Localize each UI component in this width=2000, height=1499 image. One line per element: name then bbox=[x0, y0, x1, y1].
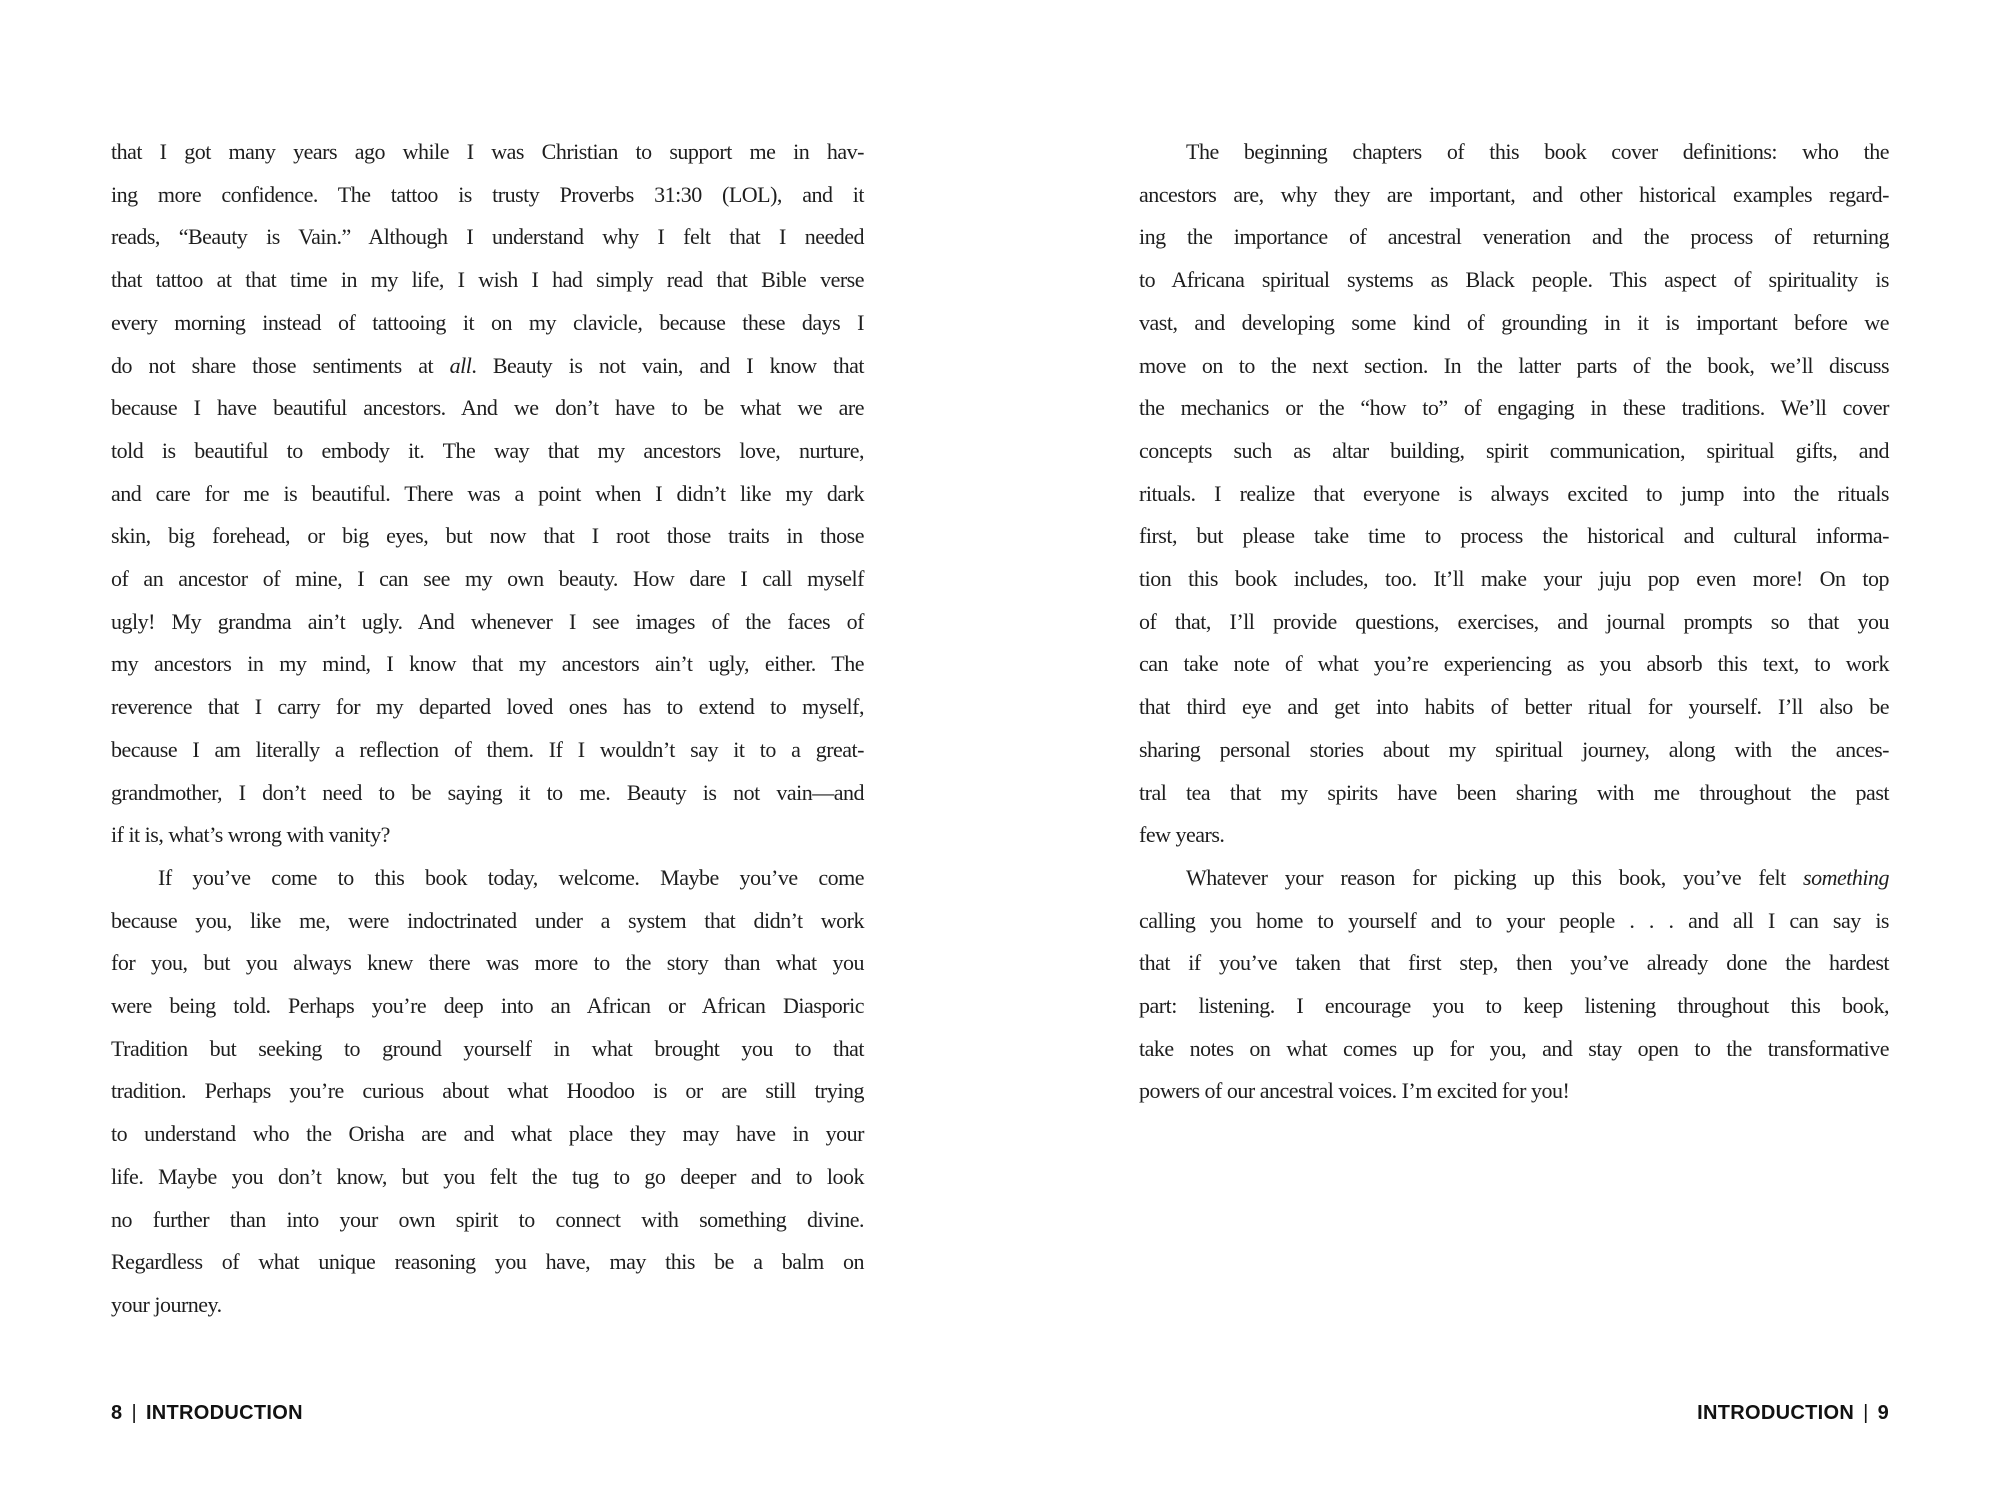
text-line: because I am literally a reflection of them. If I wouldn’t say it to a great- bbox=[111, 736, 864, 762]
page-left-footer bbox=[111, 1402, 303, 1425]
text-line: reverence that I carry for my departed loved ones has to extend to myself, bbox=[111, 694, 864, 720]
text-line: sharing personal stories about my spiritual journey, along with the ances- bbox=[1139, 736, 1889, 762]
text-line: that if you’ve taken that first step, then you’ve already done the hardest bbox=[1139, 950, 1889, 976]
footer-separator: | bbox=[1863, 1402, 1869, 1424]
text-line: ugly! My grandma ain’t ugly. And whenever I see images of the faces of bbox=[111, 608, 864, 634]
text-line: because I have beautiful ancestors. And we don’t have to be what we are bbox=[111, 395, 864, 421]
text-line: ing the importance of ancestral veneration and the process of returning bbox=[1139, 224, 1889, 250]
text-line: powers of our ancestral voices. I’m excited for you! bbox=[1139, 1078, 1570, 1104]
text-line: if it is, what’s wrong with vanity? bbox=[111, 822, 390, 848]
text-line: few years. bbox=[1139, 822, 1225, 848]
text-line: that I got many years ago while I was Christian to support me in hav- bbox=[111, 139, 864, 164]
section-label: INTRODUCTION bbox=[1697, 1402, 1855, 1424]
text-line: for you, but you always knew there was more to the story than what you bbox=[111, 950, 864, 976]
text-line: ancestors are, why they are important, and other historical examples regard- bbox=[1139, 181, 1889, 207]
text-line: the mechanics or the “how to” of engaging in these traditions. We’ll cover bbox=[1139, 395, 1889, 421]
text-line: rituals. I realize that everyone is always excited to jump into the rituals bbox=[1139, 480, 1889, 506]
text-line: Whatever your reason for picking up this book, you’ve felt something bbox=[1186, 864, 1889, 890]
text-line: were being told. Perhaps you’re deep into an African or African Diasporic bbox=[111, 993, 864, 1019]
footer-separator: | bbox=[131, 1402, 137, 1424]
text-line: tral tea that my spirits have been sharing with me throughout the past bbox=[1139, 779, 1889, 805]
page-right-footer bbox=[1697, 1402, 1889, 1425]
text-line: life. Maybe you don’t know, but you felt the tug to go deeper and to look bbox=[111, 1163, 864, 1189]
text-line: to Africana spiritual systems as Black people. This aspect of spirituality is bbox=[1139, 267, 1889, 293]
text-line: Tradition but seeking to ground yourself in what brought you to that bbox=[111, 1035, 864, 1061]
text-line: grandmother, I don’t need to be saying it to me. Beauty is not vain—and bbox=[111, 779, 864, 805]
text-line: and care for me is beautiful. There was a point when I didn’t like my dark bbox=[111, 480, 864, 506]
text-line: ing more confidence. The tattoo is trusty Proverbs 31:30 (LOL), and it bbox=[111, 181, 864, 207]
text-line: do not share those sentiments at all. Beauty is not vain, and I know that bbox=[111, 352, 864, 378]
text-line: move on to the next section. In the latter parts of the book, we’ll discuss bbox=[1139, 352, 1889, 378]
text-line: vast, and developing some kind of grounding in it is important before we bbox=[1139, 309, 1889, 335]
page-right-body-text bbox=[1139, 131, 1889, 1113]
text-line: skin, big forehead, or big eyes, but now that I root those traits in those bbox=[111, 523, 864, 549]
text-line: that tattoo at that time in my life, I wish I had simply read that Bible verse bbox=[111, 267, 864, 293]
text-line: of an ancestor of mine, I can see my own beauty. How dare I call myself bbox=[111, 566, 864, 592]
text-line: to understand who the Orisha are and what place they may have in your bbox=[111, 1121, 864, 1147]
text-line: tradition. Perhaps you’re curious about what Hoodoo is or are still trying bbox=[111, 1078, 864, 1104]
text-line: take notes on what comes up for you, and stay open to the transformative bbox=[1139, 1035, 1889, 1061]
text-line: concepts such as altar building, spirit communication, spiritual gifts, and bbox=[1139, 437, 1889, 463]
text-line: because you, like me, were indoctrinated under a system that didn’t work bbox=[111, 907, 864, 933]
text-line: of that, I’ll provide questions, exercises, and journal prompts so that you bbox=[1139, 608, 1889, 634]
text-line: If you’ve come to this book today, welcome. Maybe you’ve come bbox=[158, 864, 864, 890]
section-label: INTRODUCTION bbox=[145, 1402, 303, 1424]
text-line: first, but please take time to process the historical and cultural informa- bbox=[1139, 523, 1889, 549]
text-line: part: listening. I encourage you to keep listening throughout this book, bbox=[1139, 993, 1889, 1019]
page-left-body-text bbox=[111, 131, 864, 1327]
text-line: The beginning chapters of this book cover definitions: who the bbox=[1186, 139, 1889, 164]
text-line: can take note of what you’re experiencing as you absorb this text, to work bbox=[1139, 651, 1889, 677]
text-line: your journey. bbox=[111, 1291, 222, 1317]
text-line: no further than into your own spirit to connect with something divine. bbox=[111, 1206, 864, 1232]
page-number: 9 bbox=[1877, 1402, 1889, 1424]
text-line: calling you home to yourself and to your people . . . and all I can say is bbox=[1139, 907, 1889, 933]
text-line: told is beautiful to embody it. The way that my ancestors love, nurture, bbox=[111, 437, 864, 463]
text-line: every morning instead of tattooing it on my clavicle, because these days I bbox=[111, 309, 864, 335]
text-line: reads, “Beauty is Vain.” Although I understand why I felt that I needed bbox=[111, 224, 864, 250]
page-right bbox=[1000, 0, 2000, 1499]
text-line: tion this book includes, too. It’ll make your juju pop even more! On top bbox=[1139, 566, 1889, 592]
page-number: 8 bbox=[111, 1402, 123, 1424]
text-line: that third eye and get into habits of better ritual for yourself. I’ll also be bbox=[1139, 694, 1889, 720]
text-line: my ancestors in my mind, I know that my ancestors ain’t ugly, either. The bbox=[111, 651, 864, 677]
text-line: Regardless of what unique reasoning you have, may this be a balm on bbox=[111, 1249, 864, 1275]
